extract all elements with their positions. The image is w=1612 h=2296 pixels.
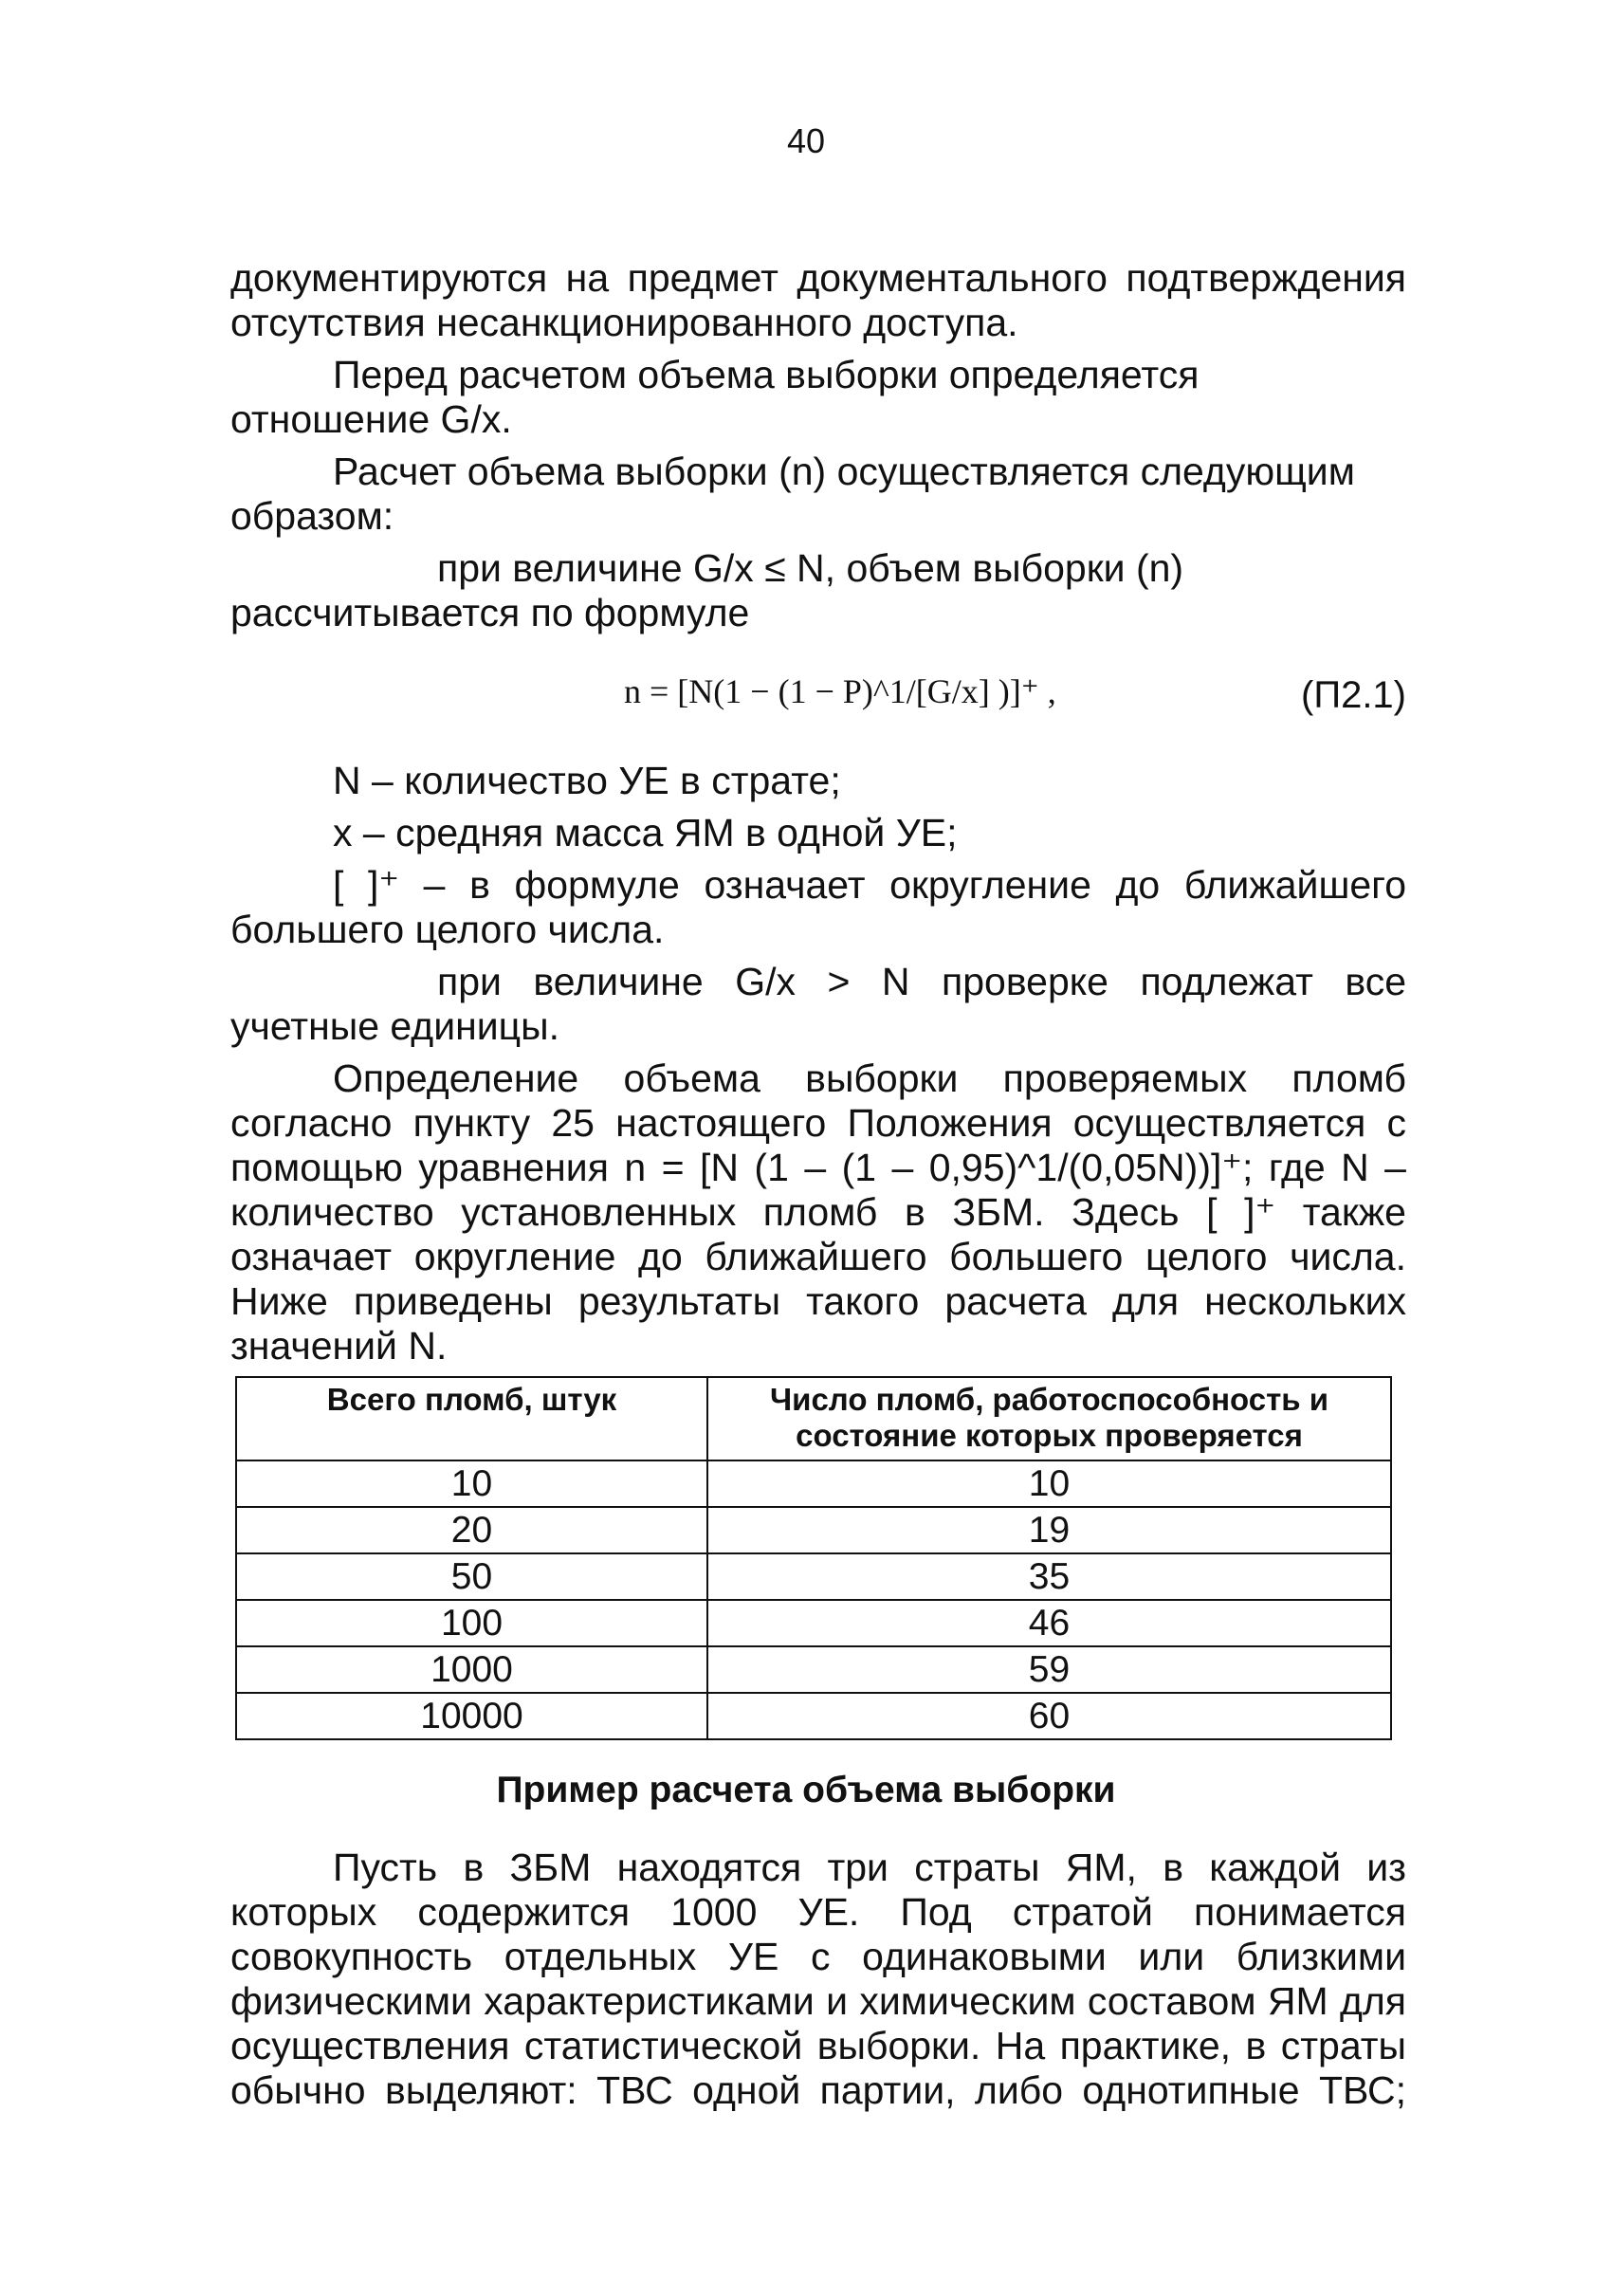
body-text <box>230 256 1406 1376</box>
page-number: 40 <box>786 121 826 160</box>
table-cell-checked: 35 <box>707 1553 1391 1600</box>
definition-rounding-text: [ ]⁺ – в формуле означает округление до ближайшего большего целого числа. <box>230 863 1406 951</box>
paragraph-all-units <box>230 960 1406 1049</box>
paragraph-access <box>230 256 1406 345</box>
paragraph-calculation <box>230 450 1406 539</box>
table-cell-checked: 10 <box>707 1460 1391 1507</box>
formula-p2-1: n = [N(1 − (1 − P)^1/[G/x] )]⁺ , <box>624 672 1056 710</box>
paragraph-seals-text: Определение объема выборки проверяемых пломб согласно пункту 25 настоящего Положения осуществляется с помощью уравнения n = [N (1 – (1 – 0,95)^1/(0,05N))]⁺; где N – количество установленных пломб в ЗБМ. Здесь [ ]⁺ также означает округление до ближайшего большего целого числа. Ниже приведены результаты такого расчета для нескольких значений N. <box>230 1056 1406 1368</box>
table-cell-checked: 19 <box>707 1507 1391 1553</box>
definition-x-text: x – средняя масса ЯМ в одной УЕ; <box>333 811 958 854</box>
paragraph-condition-text: при величине G/x ≤ N, объем выборки (n) рассчитывается по формуле <box>230 546 1184 634</box>
table-header-checked: Число пломб, работоспособность и состояние которых проверяется <box>707 1377 1391 1460</box>
definition-n <box>230 759 1406 803</box>
paragraph-ratio <box>230 353 1406 442</box>
table-cell-total: 100 <box>236 1600 707 1646</box>
paragraph-condition <box>230 546 1406 635</box>
table-cell-checked: 59 <box>707 1646 1391 1693</box>
table-cell-total: 50 <box>236 1553 707 1600</box>
paragraph-ratio-text: Перед расчетом объема выборки определяется отношение G/x. <box>230 353 1200 441</box>
table-row <box>236 1693 1391 1739</box>
paragraph-example <box>230 1846 1406 2113</box>
seals-table <box>235 1376 1392 1740</box>
example-text-block <box>230 1846 1406 2121</box>
paragraph-example-text: Пусть в ЗБМ находятся три страты ЯМ, в каждой из которых содержится 1000 УЕ. Под стратой понимается совокупность отдельных УЕ с одинаковыми или близкими физическими характеристиками и химическим составом ЯМ для осуществления статистической выборки. На практике, в страты обычно выделяют: ТВС одной партии, либо однотипные ТВС; <box>230 1846 1406 2112</box>
table-header-row <box>236 1377 1391 1460</box>
table-cell-total: 10000 <box>236 1693 707 1739</box>
table-cell-total: 10 <box>236 1460 707 1507</box>
paragraph-calculation-text: Расчет объема выборки (n) осуществляется следующим образом: <box>230 450 1355 538</box>
table-cell-checked: 60 <box>707 1693 1391 1739</box>
formula-row <box>230 654 1406 749</box>
definition-rounding <box>230 863 1406 952</box>
table-row <box>236 1646 1391 1693</box>
definition-x <box>230 811 1406 855</box>
section-title: Пример расчета объема выборки <box>496 1770 1116 1810</box>
formula-number: (П2.1) <box>1301 674 1406 716</box>
table-row <box>236 1553 1391 1600</box>
table-row <box>236 1460 1391 1507</box>
table-cell-total: 20 <box>236 1507 707 1553</box>
table-header-total: Всего пломб, штук <box>236 1377 707 1460</box>
table-cell-total: 1000 <box>236 1646 707 1693</box>
table-row <box>236 1507 1391 1553</box>
table-row <box>236 1600 1391 1646</box>
table-cell-checked: 46 <box>707 1600 1391 1646</box>
paragraph-seals <box>230 1056 1406 1368</box>
paragraph-access-text: документируются на предмет документального подтверждения отсутствия несанкционированного доступа. <box>230 256 1406 344</box>
definition-n-text: N – количество УЕ в страте; <box>333 759 841 802</box>
paragraph-all-units-text: при величине G/x > N проверке подлежат все учетные единицы. <box>230 960 1406 1048</box>
